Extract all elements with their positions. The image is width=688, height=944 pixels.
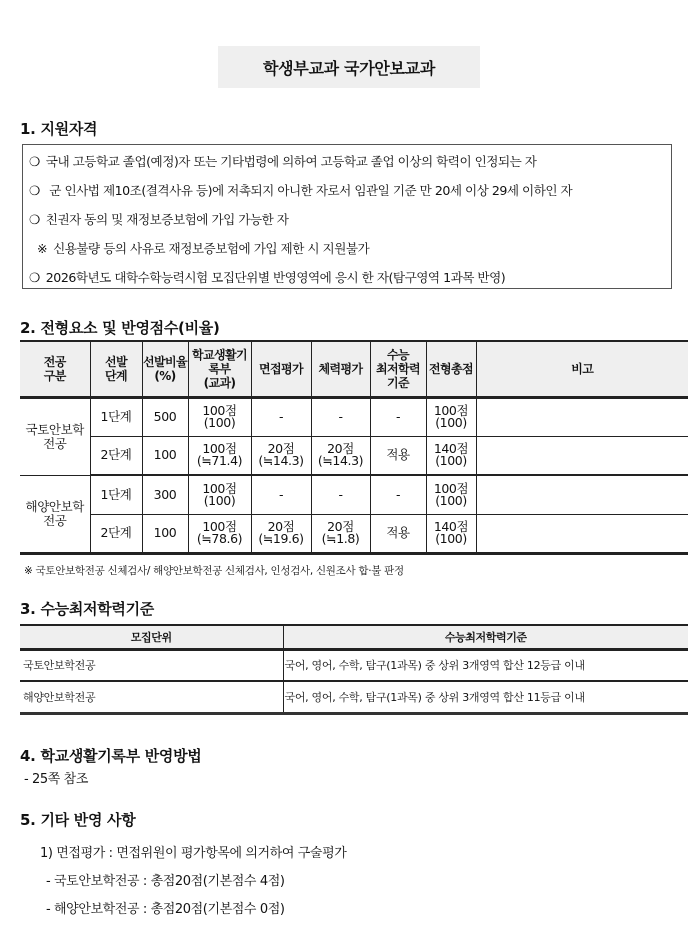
csat-cell: - xyxy=(370,397,426,436)
header-physical: 체력평가 xyxy=(311,341,370,397)
unit-cell: 해양안보학전공 xyxy=(20,681,283,713)
reference-mark-icon: ※ xyxy=(37,241,48,256)
circle-bullet-icon: ❍ xyxy=(29,270,40,285)
header-note: 비고 xyxy=(476,341,688,397)
criteria-cell: 국어, 영어, 수학, 탐구(1과목) 중 상위 3개영역 합산 12등급 이내 xyxy=(283,649,688,681)
total-cell: 100점 (100) xyxy=(426,475,476,514)
section3-heading: 3. 수능최저학력기준 xyxy=(20,600,154,618)
table-row xyxy=(20,436,688,475)
ratio-cell: 500 xyxy=(142,397,188,436)
table-row xyxy=(20,397,688,436)
header-ratio: 선발비율 (%) xyxy=(142,341,188,397)
table-row xyxy=(20,475,688,514)
qualification-item: ❍ 친권자 동의 및 재정보증보험에 가입 가능한 자 xyxy=(29,212,289,227)
circle-bullet-icon: ❍ xyxy=(29,183,40,198)
header-total: 전형총점 xyxy=(426,341,476,397)
record-cell: 100점 (100) xyxy=(188,475,251,514)
major-cell: 해양안보학 전공 xyxy=(20,475,90,553)
interview-cell: 20점 (≒19.6) xyxy=(251,514,311,553)
total-cell: 140점 (100) xyxy=(426,436,476,475)
ratio-cell: 100 xyxy=(142,436,188,475)
section2-heading: 2. 전형요소 및 반영점수(비율) xyxy=(20,319,220,337)
header-major: 전공 구분 xyxy=(20,341,90,397)
csat-cell: - xyxy=(370,475,426,514)
ratio-cell: 100 xyxy=(142,514,188,553)
unit-cell: 국토안보학전공 xyxy=(20,649,283,681)
record-cell: 100점 (≒78.6) xyxy=(188,514,251,553)
record-cell: 100점 (≒71.4) xyxy=(188,436,251,475)
table-footnote: ※ 국토안보학전공 신체검사/ 해양안보학전공 신체검사, 인성검사, 신원조사 합·불 판정 xyxy=(24,565,404,577)
stage-cell: 2단계 xyxy=(90,514,142,553)
qualification-box xyxy=(22,144,672,289)
table-row xyxy=(20,649,688,681)
interview-cell: 20점 (≒14.3) xyxy=(251,436,311,475)
page-title: 학생부교과 국가안보교과 xyxy=(218,46,480,88)
table-header-row xyxy=(20,341,688,397)
section5-heading: 5. 기타 반영 사항 xyxy=(20,811,136,829)
circle-bullet-icon: ❍ xyxy=(29,212,40,227)
total-cell: 140점 (100) xyxy=(426,514,476,553)
section4-text: - 25쪽 참조 xyxy=(24,772,88,787)
section5-line: - 국토안보학전공 : 총점20점(기본점수 4점) xyxy=(46,874,285,889)
qualification-item: ❍ 2026학년도 대학수학능력시험 모집단위별 반영영역에 응시 한 자(탐구영역 1과목 반영) xyxy=(29,270,506,285)
circle-bullet-icon: ❍ xyxy=(29,154,40,169)
csat-cell: 적용 xyxy=(370,436,426,475)
physical-cell: - xyxy=(311,397,370,436)
physical-cell: 20점 (≒14.3) xyxy=(311,436,370,475)
stage-cell: 1단계 xyxy=(90,397,142,436)
qualification-note: ※ 신용불량 등의 사유로 재정보증보험에 가입 제한 시 지원불가 xyxy=(37,241,370,256)
csat-minimum-table xyxy=(20,624,688,715)
section5-line: 1) 면접평가 : 면접위원이 평가항목에 의거하여 구술평가 xyxy=(40,846,347,861)
section1-heading: 1. 지원자격 xyxy=(20,120,98,138)
csat-cell: 적용 xyxy=(370,514,426,553)
selection-elements-table xyxy=(20,340,688,555)
major-cell: 국토안보학 전공 xyxy=(20,397,90,475)
qualification-item: ❍ 국내 고등학교 졸업(예정)자 또는 기타법령에 의하여 고등학교 졸업 이상의 학력이 인정되는 자 xyxy=(29,154,537,169)
stage-cell: 2단계 xyxy=(90,436,142,475)
header-criteria: 수능최저학력기준 xyxy=(283,625,688,649)
section4-heading: 4. 학교생활기록부 반영방법 xyxy=(20,747,202,765)
physical-cell: - xyxy=(311,475,370,514)
stage-cell: 1단계 xyxy=(90,475,142,514)
criteria-cell: 국어, 영어, 수학, 탐구(1과목) 중 상위 3개영역 합산 11등급 이내 xyxy=(283,681,688,713)
note-cell xyxy=(476,397,688,436)
header-csat-min: 수능 최저학력 기준 xyxy=(370,341,426,397)
interview-cell: - xyxy=(251,397,311,436)
note-cell xyxy=(476,514,688,553)
table-row xyxy=(20,681,688,713)
header-interview: 면접평가 xyxy=(251,341,311,397)
header-unit: 모집단위 xyxy=(20,625,283,649)
total-cell: 100점 (100) xyxy=(426,397,476,436)
record-cell: 100점 (100) xyxy=(188,397,251,436)
ratio-cell: 300 xyxy=(142,475,188,514)
table-header-row xyxy=(20,625,688,649)
qualification-item: ❍ 군 인사법 제10조(결격사유 등)에 저촉되지 아니한 자로서 임관일 기준 만 20세 이상 29세 이하인 자 xyxy=(29,183,573,198)
interview-cell: - xyxy=(251,475,311,514)
table-row xyxy=(20,514,688,553)
section5-line: - 해양안보학전공 : 총점20점(기본점수 0점) xyxy=(46,902,285,917)
header-stage: 선발 단계 xyxy=(90,341,142,397)
physical-cell: 20점 (≒1.8) xyxy=(311,514,370,553)
note-cell xyxy=(476,436,688,475)
note-cell xyxy=(476,475,688,514)
header-record: 학교생활기록부 (교과) xyxy=(188,341,251,397)
